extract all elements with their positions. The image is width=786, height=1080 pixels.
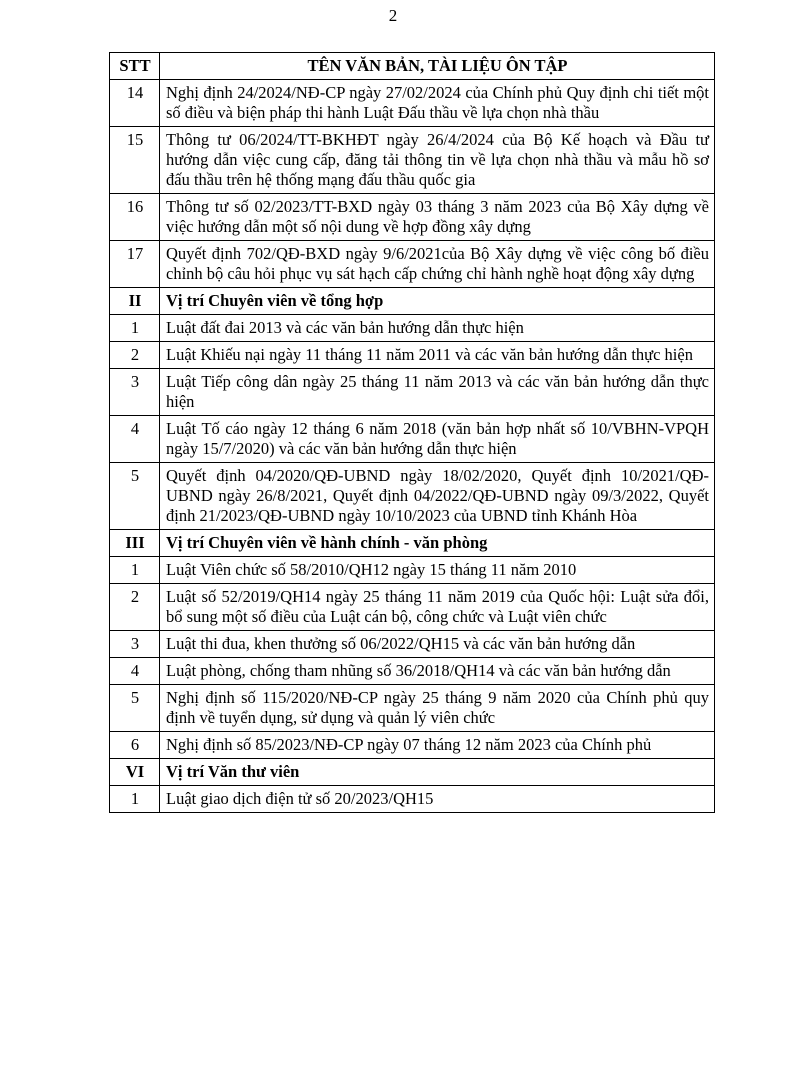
row-number: 5 (110, 463, 160, 530)
document-title: Luật số 52/2019/QH14 ngày 25 tháng 11 năm 2019 của Quốc hội: Luật sửa đổi, bổ sung một số điều của Luật cán bộ, công chức và Luật viên chức (160, 584, 715, 631)
row-number: 15 (110, 127, 160, 194)
header-document-name: TÊN VĂN BẢN, TÀI LIỆU ÔN TẬP (160, 53, 715, 80)
document-title: Luật Viên chức số 58/2010/QH12 ngày 15 tháng 11 năm 2010 (160, 557, 715, 584)
row-number: 17 (110, 241, 160, 288)
row-number: 2 (110, 584, 160, 631)
table-row (110, 416, 715, 463)
row-number: 4 (110, 416, 160, 463)
table-row (110, 369, 715, 416)
document-title: Nghị định số 115/2020/NĐ-CP ngày 25 tháng 9 năm 2020 của Chính phủ quy định về tuyển dụng, sử dụng và quản lý viên chức (160, 685, 715, 732)
table-row (110, 631, 715, 658)
row-number: 14 (110, 80, 160, 127)
table-row (110, 557, 715, 584)
table-row (110, 80, 715, 127)
row-number: 4 (110, 658, 160, 685)
document-title: Quyết định 04/2020/QĐ-UBND ngày 18/02/2020, Quyết định 10/2021/QĐ-UBND ngày 26/8/2021, Quyết định 04/2022/QĐ-UBND ngày 09/3/2022, Quyết định 21/2023/QĐ-UBND ngày 10/10/2023 của UBND tỉnh Khánh Hòa (160, 463, 715, 530)
row-number: 1 (110, 557, 160, 584)
row-number: 3 (110, 369, 160, 416)
section-row (110, 530, 715, 557)
section-title: Vị trí Chuyên viên về tổng hợp (160, 288, 715, 315)
row-number: 3 (110, 631, 160, 658)
document-title: Thông tư số 02/2023/TT-BXD ngày 03 tháng 3 năm 2023 của Bộ Xây dựng về việc hướng dẫn một số nội dung về hợp đồng xây dựng (160, 194, 715, 241)
page-number: 2 (388, 6, 398, 25)
document-title: Luật giao dịch điện tử số 20/2023/QH15 (160, 786, 715, 813)
section-row (110, 288, 715, 315)
document-title: Luật Khiếu nại ngày 11 tháng 11 năm 2011 và các văn bản hướng dẫn thực hiện (160, 342, 715, 369)
document-title: Luật đất đai 2013 và các văn bản hướng dẫn thực hiện (160, 315, 715, 342)
document-title: Luật Tiếp công dân ngày 25 tháng 11 năm 2013 và các văn bản hướng dẫn thực hiện (160, 369, 715, 416)
row-number: 5 (110, 685, 160, 732)
table-row (110, 732, 715, 759)
document-title: Luật thi đua, khen thưởng số 06/2022/QH15 và các văn bản hướng dẫn (160, 631, 715, 658)
section-number: II (110, 288, 160, 315)
table-row (110, 194, 715, 241)
table-header-row (110, 53, 715, 80)
row-number: 2 (110, 342, 160, 369)
document-title: Nghị định số 85/2023/NĐ-CP ngày 07 tháng 12 năm 2023 của Chính phủ (160, 732, 715, 759)
row-number: 1 (110, 786, 160, 813)
table-row (110, 658, 715, 685)
section-number: III (110, 530, 160, 557)
table-row (110, 685, 715, 732)
table-body (110, 80, 715, 813)
document-title: Quyết định 702/QĐ-BXD ngày 9/6/2021của Bộ Xây dựng về việc công bố điều chỉnh bộ câu hỏi phục vụ sát hạch cấp chứng chỉ hành nghề hoạt động xây dựng (160, 241, 715, 288)
document-table (109, 52, 715, 813)
table-row (110, 127, 715, 194)
row-number: 1 (110, 315, 160, 342)
table-row (110, 463, 715, 530)
header-stt: STT (110, 53, 160, 80)
table-row (110, 241, 715, 288)
row-number: 6 (110, 732, 160, 759)
row-number: 16 (110, 194, 160, 241)
table-row (110, 786, 715, 813)
document-title: Luật phòng, chống tham nhũng số 36/2018/QH14 và các văn bản hướng dẫn (160, 658, 715, 685)
document-title: Luật Tố cáo ngày 12 tháng 6 năm 2018 (văn bản hợp nhất số 10/VBHN-VPQH ngày 15/7/2020) và các văn bản hướng dẫn thực hiện (160, 416, 715, 463)
document-title: Thông tư 06/2024/TT-BKHĐT ngày 26/4/2024 của Bộ Kế hoạch và Đầu tư hướng dẫn việc cung cấp, đăng tải thông tin về lựa chọn nhà thầu và mẫu hồ sơ đấu thầu trên hệ thống mạng đấu thầu quốc gia (160, 127, 715, 194)
section-title: Vị trí Chuyên viên về hành chính - văn phòng (160, 530, 715, 557)
section-row (110, 759, 715, 786)
table-row (110, 342, 715, 369)
section-number: VI (110, 759, 160, 786)
table-row (110, 315, 715, 342)
section-title: Vị trí Văn thư viên (160, 759, 715, 786)
document-title: Nghị định 24/2024/NĐ-CP ngày 27/02/2024 của Chính phủ Quy định chi tiết một số điều và biện pháp thi hành Luật Đấu thầu về lựa chọn nhà thầu (160, 80, 715, 127)
table-row (110, 584, 715, 631)
